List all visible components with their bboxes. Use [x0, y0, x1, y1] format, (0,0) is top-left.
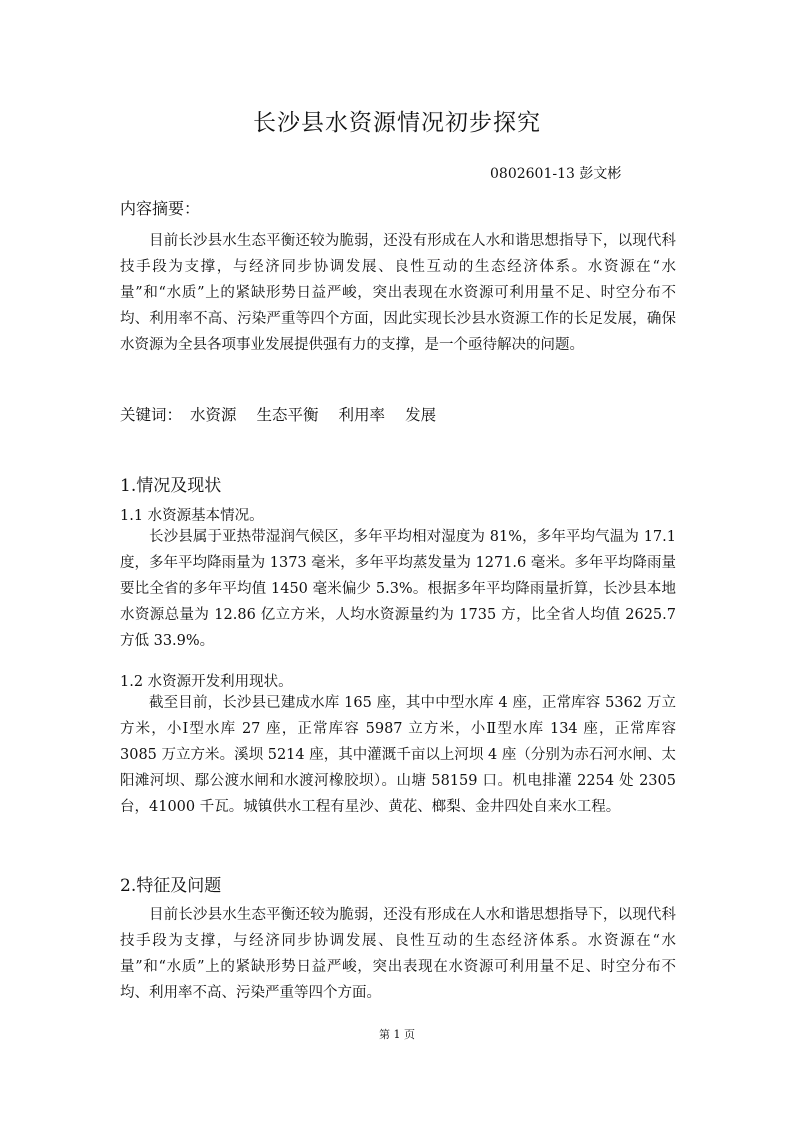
section-1-2-paragraph: 截至目前，长沙县已建成水库 165 座，其中中型水库 4 座，正常库容 5362 万立方米，小Ⅰ型水库 27 座，正常库容 5987 立方米，小Ⅱ型水库 134 座，正常库容 3085 万立方米。溪坝 5214 座，其中灌溉千亩以上河坝 4 座（分别为赤石河水闸、太阳滩河坝、鄢公渡水闸和水渡河橡胶坝）。山塘 58159 口。机电排灌 2254 处 2305 台，41000 千瓦。城镇供水工程有星沙、黄花、榔梨、金井四处自来水工程。: [120, 695, 676, 815]
abstract-paragraph: 目前长沙县水生态平衡还较为脆弱，还没有形成在人水和谐思想指导下，以现代科技手段为支撑，与经济同步协调发展、良性互动的生态经济体系。水资源在“水量”和“水质”上的紧缺形势日益严峻，突出表现在水资源可利用量不足、时空分布不均、利用率不高、污染严重等四个方面，因此实现长沙县水资源工作的长足发展，确保水资源为全县各项事业发展提供强有力的支撑，是一个亟待解决的问题。: [120, 233, 676, 353]
keyword-item: 生态平衡: [256, 406, 319, 424]
keywords-line: [120, 403, 436, 425]
page-footer: 第 1 页: [379, 1028, 415, 1041]
section-1-1-heading: 1.1 水资源基本情况。: [120, 508, 264, 524]
page-title: 长沙县水资源情况初步探究: [253, 110, 541, 136]
keyword-item: 利用率: [338, 406, 386, 424]
section-1-heading: 1.情况及现状: [120, 476, 222, 496]
section-2-heading: 2.特征及问题: [120, 876, 222, 896]
keyword-item: 发展: [405, 406, 437, 424]
keyword-item: 水资源: [190, 406, 237, 424]
author-line: 0802601-13 彭文彬: [490, 166, 622, 182]
section-1-2-heading: 1.2 水资源开发利用现状。: [120, 674, 293, 690]
section-1-1-paragraph: 长沙县属于亚热带湿润气候区，多年平均相对湿度为 81%，多年平均气温为 17.1 度，多年平均降雨量为 1373 毫米，多年平均蒸发量为 1271.6 毫米。多年平均降雨量要比全省的多年平均值 1450 毫米偏少 5.3%。根据多年平均降雨量折算，长沙县本地水资源总量为 12.86 亿立方米，人均水资源量约为 1735 方，比全省人均值 2625.7 方低 33.9%。: [120, 529, 676, 649]
keywords-list: [190, 403, 436, 425]
abstract-label: 内容摘要：: [120, 199, 201, 218]
keywords-label: 关键词：: [120, 406, 183, 424]
section-2-paragraph: 目前长沙县水生态平衡还较为脆弱，还没有形成在人水和谐思想指导下，以现代科技手段为支撑，与经济同步协调发展、良性互动的生态经济体系。水资源在“水量”和“水质”上的紧缺形势日益严峻，突出表现在水资源可利用量不足、时空分布不均、利用率不高、污染严重等四个方面。: [120, 907, 676, 1001]
